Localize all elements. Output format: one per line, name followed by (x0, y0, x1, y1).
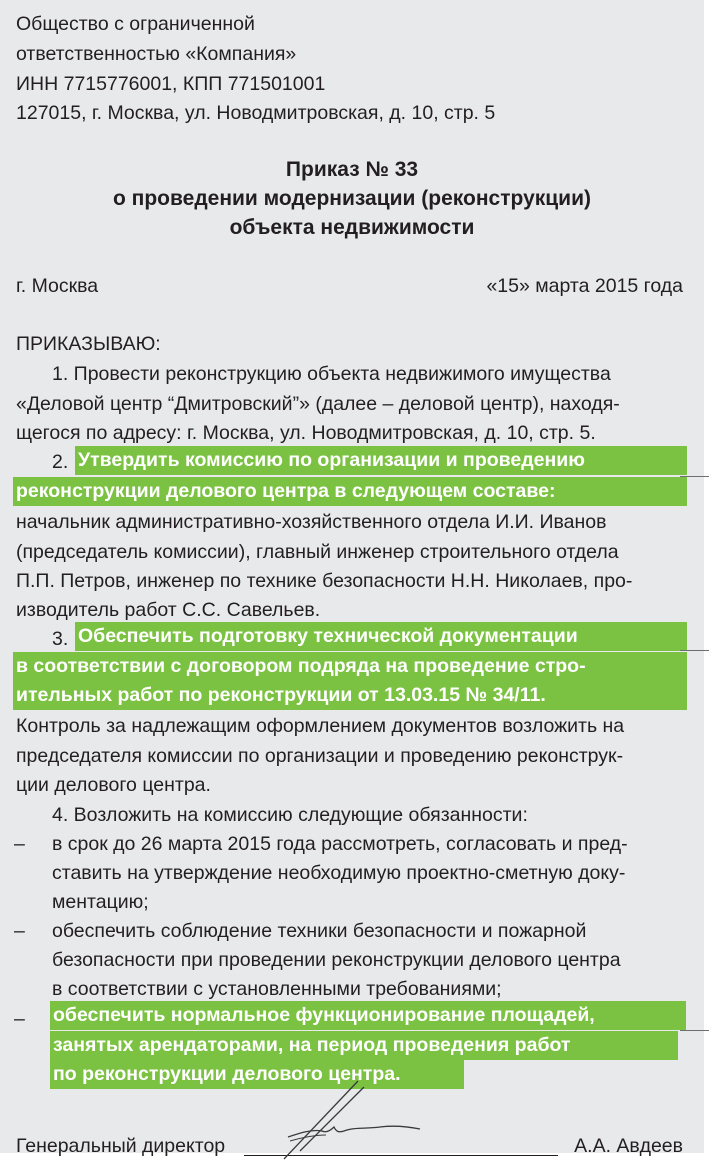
org-name-line-1: Общество с ограниченной (16, 13, 255, 35)
item3-highlight-line-2: в соответствии с договором подряда на проведение стро- (13, 652, 687, 681)
document-subtitle-2: объекта недвижимости (229, 216, 475, 239)
item4-bullet2-line-3: в соответствии с установленными требованиями; (52, 978, 502, 1000)
signature-name: А.А. Авдеев (574, 1135, 683, 1157)
signature-icon (260, 1075, 440, 1155)
item1-line-3: щегося по адресу: г. Москва, ул. Новодмитровская, д. 10, стр. 5. (16, 422, 596, 444)
item4-intro: 4. Возложить на комиссию следующие обязанности: (52, 804, 528, 826)
document-place: г. Москва (16, 275, 99, 297)
item2-highlight-line-2: реконструкции делового центра в следующем составе: (13, 477, 687, 506)
bullet-dash: – (14, 833, 25, 855)
document-subtitle-1: о проведении модернизации (реконструкции) (113, 187, 591, 210)
item1-line-2: «Деловой центр “Дмитровский”» (далее – деловой центр), находя- (16, 393, 620, 415)
item1-line-1: 1. Провести реконструкцию объекта недвижимого имущества (52, 363, 611, 385)
item3-number: 3. (52, 628, 69, 650)
item2-highlight-line-1: Утвердить комиссию по организации и проведению (75, 446, 687, 475)
item3-highlight-line-1: Обеспечить подготовку технической документации (75, 622, 687, 651)
item3-line-1: Контроль за надлежащим оформлением документов возложить на (16, 715, 625, 737)
org-name-line-2: ответственностью «Компания» (16, 43, 297, 65)
item2-number: 2. (52, 451, 69, 473)
item4-bullet2-line-2: безопасности при проведении реконструкции делового центра (52, 949, 621, 971)
item4-highlight-line-1: обеспечить нормальное функционирование площадей, (50, 1001, 686, 1030)
item4-bullet2-line-1: обеспечить соблюдение техники безопасности и пожарной (52, 920, 587, 942)
item2-line-4: изводитель работ С.С. Савельев. (16, 599, 321, 621)
org-inn-kpp: ИНН 7715776001, КПП 771501001 (16, 73, 326, 95)
item3-line-3: ции делового центра. (16, 774, 211, 796)
item4-highlight-line-3: по реконструкции делового центра. (50, 1060, 464, 1089)
signature-position: Генеральный директор (16, 1135, 226, 1157)
item4-bullet1-line-1: в срок до 26 марта 2015 года рассмотреть, согласовать и пред- (52, 833, 628, 855)
document-date: «15» марта 2015 года (486, 275, 683, 297)
margin-guide-line (680, 476, 709, 477)
item3-line-2: председателя комиссии по организации и проведению реконструк- (16, 745, 624, 767)
bullet-dash: – (14, 1008, 25, 1030)
margin-guide-line (680, 650, 709, 651)
item3-highlight-line-3: ительных работ по реконструкции от 13.03.15 № 34/11. (13, 681, 687, 710)
margin-guide-line (680, 1030, 709, 1031)
item4-bullet1-line-2: ставить на утверждение необходимую проектно-сметную доку- (52, 862, 626, 884)
item4-highlight-line-2: занятых арендаторами, на период проведения работ (50, 1031, 678, 1060)
item2-line-3: П.П. Петров, инженер по технике безопасности Н.Н. Николаев, про- (16, 570, 633, 592)
signature-underline (244, 1155, 558, 1156)
org-address: 127015, г. Москва, ул. Новодмитровская, д. 10, стр. 5 (16, 102, 496, 124)
item2-line-1: начальник административно-хозяйственного отдела И.И. Иванов (16, 511, 607, 533)
order-keyword: ПРИКАЗЫВАЮ: (16, 333, 161, 355)
document-title: Приказ № 33 (285, 158, 419, 181)
item2-line-2: (председатель комиссии), главный инженер строительного отдела (16, 541, 619, 563)
item4-bullet1-line-3: ментацию; (52, 891, 149, 913)
bullet-dash: – (14, 920, 25, 942)
